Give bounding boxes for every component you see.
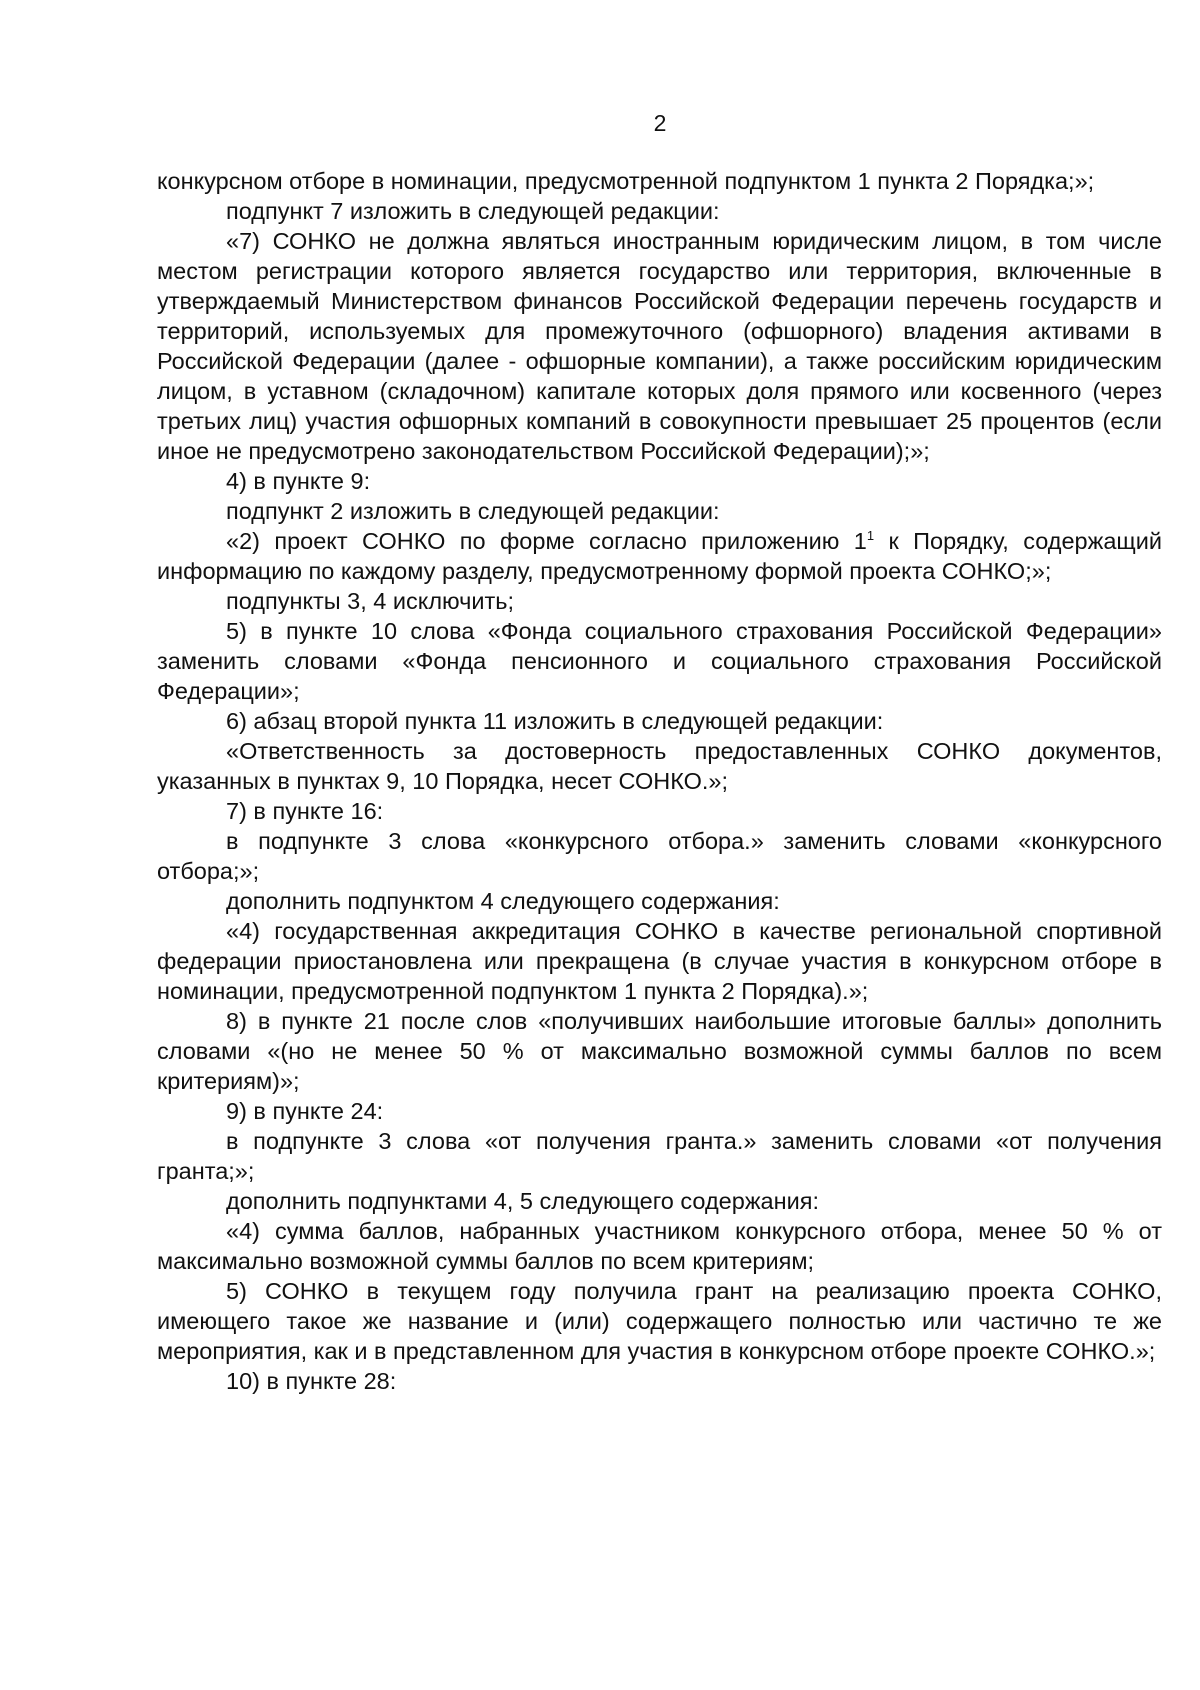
paragraph: 5) СОНКО в текущем году получила грант на реализацию проекта СОНКО, имеющего такое же название и (или) содержащего полностью или частично те же мероприятия, как и в представленном для участия в конкурсном отборе проекте СОНКО.»; [157, 1278, 1162, 1364]
paragraph: в подпункте 3 слова «от получения гранта.» заменить словами «от получения гранта;»; [157, 1128, 1162, 1184]
paragraph: 10) в пункте 28: [226, 1368, 397, 1394]
paragraph: дополнить подпунктом 4 следующего содержания: [226, 888, 780, 914]
paragraph: 5) в пункте 10 слова «Фонда социального страхования Российской Федерации» заменить словами «Фонда пенсионного и социального страхования Российской Федерации»; [157, 618, 1162, 704]
paragraph: конкурсном отборе в номинации, предусмотренной подпунктом 1 пункта 2 Порядка;»; [157, 168, 1095, 194]
paragraph: 7) в пункте 16: [226, 798, 384, 824]
paragraph: 9) в пункте 24: [226, 1098, 384, 1124]
paragraph: «4) государственная аккредитация СОНКО в качестве региональной спортивной федерации приостановлена или прекращена (в случае участия в конкурсном отборе в номинации, предусмотренной подпунктом 1 пункта 2 Порядка).»; [157, 918, 1162, 1004]
paragraph: 8) в пункте 21 после слов «получивших наибольшие итоговые баллы» дополнить словами «(но не менее 50 % от максимально возможной суммы баллов по всем критериям)»; [157, 1008, 1162, 1094]
paragraph-text-after: к Порядку, содержащий информацию по каждому разделу, предусмотренному формой проекта СОНКО;»; [157, 528, 1162, 584]
paragraph: «Ответственность за достоверность предоставленных СОНКО документов, указанных в пунктах 9, 10 Порядка, несет СОНКО.»; [157, 738, 1162, 794]
paragraph: «7) СОНКО не должна являться иностранным юридическим лицом, в том числе местом регистрации которого является государство или территория, включенные в утверждаемый Министерством финансов Российской Федерации перечень государств и территорий, используемых для промежуточного (офшорного) владения активами в Российской Федерации (далее - офшорные компании), а также российским юридическим лицом, в уставном (складочном) капитале которых доля прямого или косвенного (через третьих лиц) участия офшорных компаний в совокупности превышает 25 процентов (если иное не предусмотрено законодательством Российской Федерации);»; [157, 228, 1162, 464]
paragraph-text-before: «2) проект СОНКО по форме согласно приложению 1 [226, 528, 867, 554]
paragraph: «4) сумма баллов, набранных участником конкурсного отбора, менее 50 % от максимально возможной суммы баллов по всем критериям; [157, 1218, 1162, 1274]
paragraph: 4) в пункте 9: [226, 468, 371, 494]
superscript: 1 [866, 528, 875, 544]
paragraph: в подпункте 3 слова «конкурсного отбора.» заменить словами «конкурсного отбора;»; [157, 828, 1162, 884]
paragraph: подпункт 2 изложить в следующей редакции: [226, 498, 720, 524]
paragraph: подпункты 3, 4 исключить; [226, 588, 515, 614]
paragraph: подпункт 7 изложить в следующей редакции: [226, 198, 720, 224]
document-body [157, 166, 1162, 1396]
paragraph: 6) абзац второй пункта 11 изложить в следующей редакции: [226, 708, 884, 734]
paragraph: дополнить подпунктами 4, 5 следующего содержания: [226, 1188, 819, 1214]
page-number: 2 [653, 110, 667, 136]
paragraph-with-superscript [157, 526, 1162, 586]
